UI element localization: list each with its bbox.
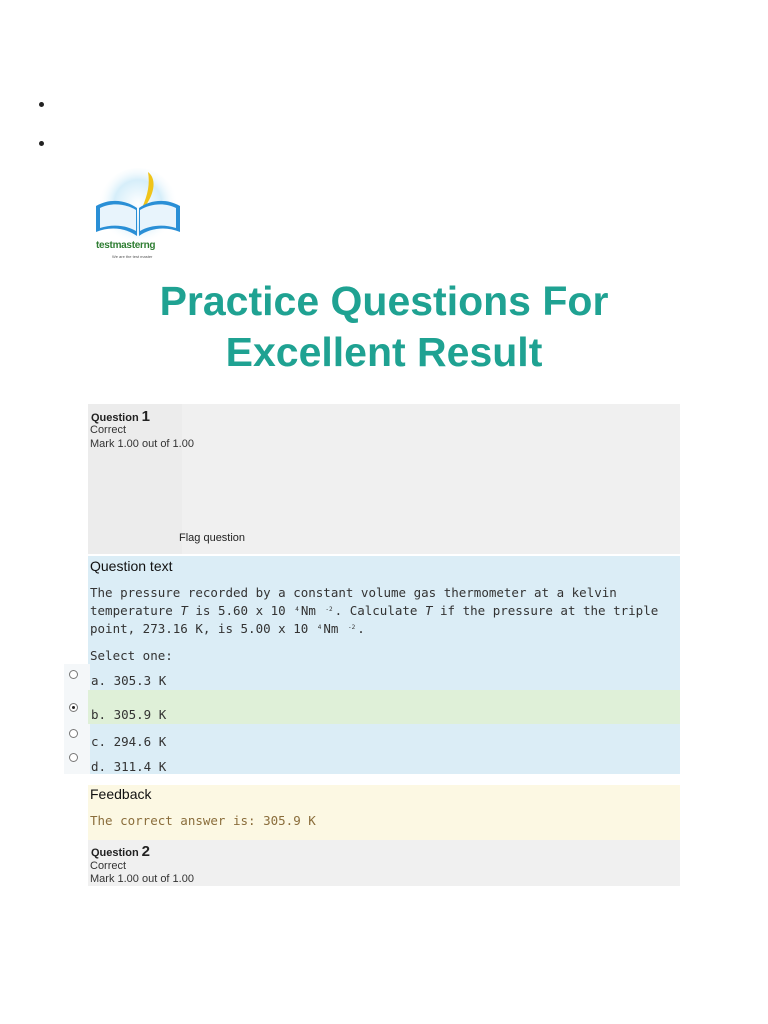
question-mark: Mark 1.00 out of 1.00: [90, 438, 194, 450]
select-one-prompt: Select one:: [90, 648, 173, 663]
answer-label: b. 305.9 K: [91, 707, 167, 722]
question-text-part: Nm: [300, 603, 324, 618]
answer-option-correct[interactable]: [88, 690, 680, 724]
question-text-part: The pressure recorded by a constant volume gas thermometer at a kelvin temperature: [90, 585, 617, 618]
exponent: 4: [317, 624, 322, 631]
question-label: Question: [91, 847, 139, 859]
question-text-part: . Calculate: [334, 603, 425, 618]
question-number: 1: [141, 408, 151, 425]
question-label: Question: [91, 412, 139, 424]
variable-t: T: [180, 603, 188, 618]
question-number: 2: [141, 843, 151, 860]
page-title-line: Practice Questions For: [159, 278, 609, 324]
question-number-label: [91, 408, 150, 425]
answer-radio-c[interactable]: [69, 729, 78, 738]
question-status: Correct: [90, 860, 127, 872]
answer-option[interactable]: [88, 671, 680, 690]
testmaster-logo: [90, 168, 186, 264]
variable-t: T: [424, 603, 433, 618]
answer-radio-b[interactable]: [69, 703, 78, 712]
answer-radio-a[interactable]: [69, 670, 78, 679]
question-text-part: .: [357, 621, 365, 636]
question-info-box: [88, 404, 680, 554]
flag-question-link[interactable]: Flag question: [179, 532, 246, 544]
bullet-item: [39, 102, 44, 107]
answer-label: d. 311.4 K: [91, 759, 167, 774]
logo-wordmark: testmasterng: [96, 240, 156, 251]
question-info-box: [88, 840, 680, 886]
exponent: 4: [295, 606, 299, 613]
answer-radio-d[interactable]: [69, 753, 78, 762]
page-title: [0, 276, 768, 378]
feedback-heading: Feedback: [90, 786, 152, 802]
feedback-box: [88, 785, 680, 840]
bullet-item: [39, 141, 44, 146]
question-number-label: [91, 843, 150, 860]
page-title-line: Excellent Result: [225, 329, 543, 375]
answer-option[interactable]: [88, 732, 680, 751]
question-text-heading: Question text: [90, 558, 173, 574]
exponent: -2: [325, 606, 333, 613]
question-text: [90, 584, 672, 637]
question-text-part: if the pressure at the triple point, 273.16 K, is 5.00 x 10: [90, 603, 659, 636]
exponent: -2: [347, 624, 356, 631]
question-text-part: Nm: [323, 621, 346, 636]
answer-label: c. 294.6 K: [91, 734, 167, 749]
correct-answer-text: The correct answer is: 305.9 K: [90, 813, 316, 828]
answer-option[interactable]: [88, 758, 680, 774]
question-status: Correct: [90, 424, 127, 436]
question-mark: Mark 1.00 out of 1.00: [90, 873, 194, 885]
answer-label: a. 305.3 K: [91, 673, 167, 688]
question-text-part: is 5.60 x 10: [187, 603, 294, 618]
logo-tagline: We are the test master: [112, 254, 153, 259]
